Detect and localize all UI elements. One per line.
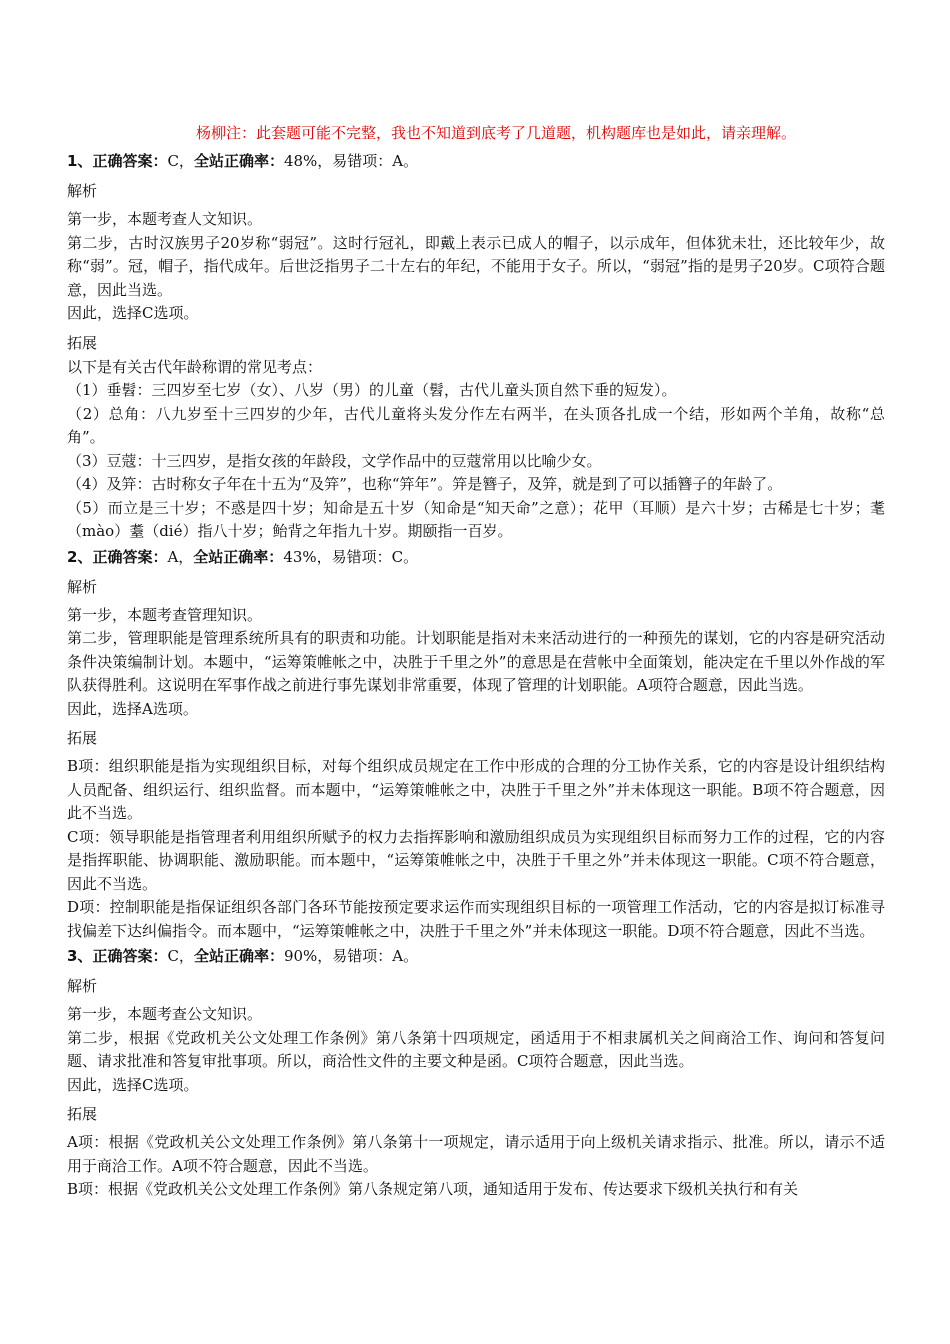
analysis-paragraph: 第一步，本题考查人文知识。 (67, 210, 263, 228)
question-number: 1、 (67, 152, 93, 170)
answer-label: 正确答案： (92, 547, 168, 566)
rate-value: 90%，易错项：A。 (283, 947, 419, 965)
analysis-paragraph: 第一步，本题考查管理知识。 (67, 605, 263, 624)
extend-label: 拓展 (67, 333, 98, 352)
extend-paragraph: C项：领导职能是指管理者利用组织所赋予的权力去指挥影响和激励组织成员为实现组织目标而努力工作的过程，它的内容是指挥职能、协调职能、激励职能。而本题中，“运筹策帷帐之中，决胜于千里之外”并未体现这一职能。C项不符合题意，因此不当选。 (67, 827, 885, 893)
extend-label: 拓展 (67, 1105, 98, 1123)
analysis-paragraph: 第一步，本题考查公文知识。 (67, 1005, 263, 1023)
answer-value: C， (167, 947, 194, 965)
question-number: 3、 (67, 947, 93, 965)
analysis-label: 解析 (67, 977, 98, 995)
rate-value: 48%，易错项：A。 (283, 152, 419, 170)
extend-paragraph: 以下是有关古代年龄称谓的常见考点： (67, 357, 323, 376)
analysis-paragraph: 第二步，古时汉族男子20岁称“弱冠”。这时行冠礼，即戴上表示已成人的帽子，以示成年，但体犹未壮，还比较年少，故称“弱”。冠，帽子，指代成年。后世泛指男子二十左右的年纪，不能用于女子。所以，“弱冠”指的是男子20岁。C项符合题意，因此当选。 (67, 233, 885, 299)
analysis-paragraph: 因此，选择C选项。 (67, 304, 199, 322)
question-header (67, 943, 885, 969)
answer-label: 正确答案： (92, 947, 168, 965)
analysis-label: 解析 (67, 577, 98, 596)
rate-value: 43%，易错项：C。 (283, 547, 419, 566)
rate-label: 全站正确率： (193, 547, 284, 566)
extend-paragraph: （3）豆蔻：十三四岁，是指女孩的年龄段，文学作品中的豆蔻常用以比喻少女。 (67, 451, 602, 470)
question-number: 2、 (67, 547, 93, 566)
question-header (67, 544, 885, 570)
extend-paragraph: （1）垂髫：三四岁至七岁（女）、八岁（男）的儿童（髫，古代儿童头顶自然下垂的短发）。 (67, 381, 677, 399)
analysis-label: 解析 (67, 182, 98, 200)
analysis-paragraph: 因此，选择C选项。 (67, 1075, 199, 1094)
question-header (67, 148, 885, 174)
rate-label: 全站正确率： (193, 947, 284, 965)
answer-value: C， (167, 152, 194, 170)
question-block (67, 544, 885, 944)
answer-value: A， (167, 547, 194, 566)
question-block (67, 943, 885, 1202)
analysis-paragraph: 第二步，根据《党政机关公文处理工作条例》第八条第十四项规定，函适用于不相隶属机关之间商洽工作、询问和答复问题、请求批准和答复审批事项。所以，商洽性文件的主要文种是函。C项符合题意，因此当选。 (67, 1028, 885, 1070)
answer-label: 正确答案： (92, 152, 168, 170)
extend-paragraph: （4）及笄：古时称女子年在十五为“及笄”，也称“笄年”。笄是簪子，及笄，就是到了可以插簪子的年龄了。 (67, 475, 783, 493)
extend-label: 拓展 (67, 729, 98, 747)
document-page (67, 118, 885, 1202)
extend-paragraph: B项：组织职能是指为实现组织目标，对每个组织成员规定在工作中形成的合理的分工协作关系，它的内容是设计组织结构人员配备、组织运行、组织监督。而本题中，“运筹策帷帐之中，决胜于千里之外”并未体现这一职能。B项不符合题意，因此不当选。 (67, 757, 885, 822)
editor-note: 杨柳注：此套题可能不完整，我也不知道到底考了几道题，机构题库也是如此，请亲理解。 (195, 124, 796, 142)
analysis-paragraph: 第二步，管理职能是管理系统所具有的职责和功能。计划职能是指对未来活动进行的一种预先的谋划，它的内容是研究活动条件决策编制计划。本题中，“运筹策帷帐之中，决胜于千里之外”的意思是在营帐中全面策划，能决定在千里以外作战的军队获得胜利。这说明在军事作战之前进行事先谋划非常重要，体现了管理的计划职能。A项符合题意，因此当选。 (67, 629, 885, 694)
question-block (67, 148, 885, 544)
extend-paragraph: （2）总角：八九岁至十三四岁的少年，古代儿童将头发分作左右两半，在头顶各扎成一个结，形如两个羊角，故称“总角”。 (67, 404, 885, 446)
rate-label: 全站正确率： (193, 152, 284, 170)
extend-paragraph: D项：控制职能是指保证组织各部门各环节能按预定要求运作而实现组织目标的一项管理工作活动，它的内容是拟订标准寻找偏差下达纠偏指令。而本题中，“运筹策帷帐之中，决胜于千里之外”并未体现这一职能。D项不符合题意，因此不当选。 (67, 898, 885, 940)
extend-paragraph: B项：根据《党政机关公文处理工作条例》第八条规定第八项，通知适用于发布、传达要求下级机关执行和有关 (67, 1180, 799, 1198)
extend-paragraph: A项：根据《党政机关公文处理工作条例》第八条第十一项规定，请示适用于向上级机关请求指示、批准。所以，请示不适用于商洽工作。A项不符合题意，因此不当选。 (67, 1133, 885, 1175)
analysis-paragraph: 因此，选择A选项。 (67, 699, 198, 718)
extend-paragraph: （5）而立是三十岁；不惑是四十岁；知命是五十岁（知命是“知天命”之意）；花甲（耳顺）是六十岁；古稀是七十岁；耄（mào）耋（dié）指八十岁；鲐背之年指九十岁。期颐指一百岁。 (67, 498, 885, 540)
